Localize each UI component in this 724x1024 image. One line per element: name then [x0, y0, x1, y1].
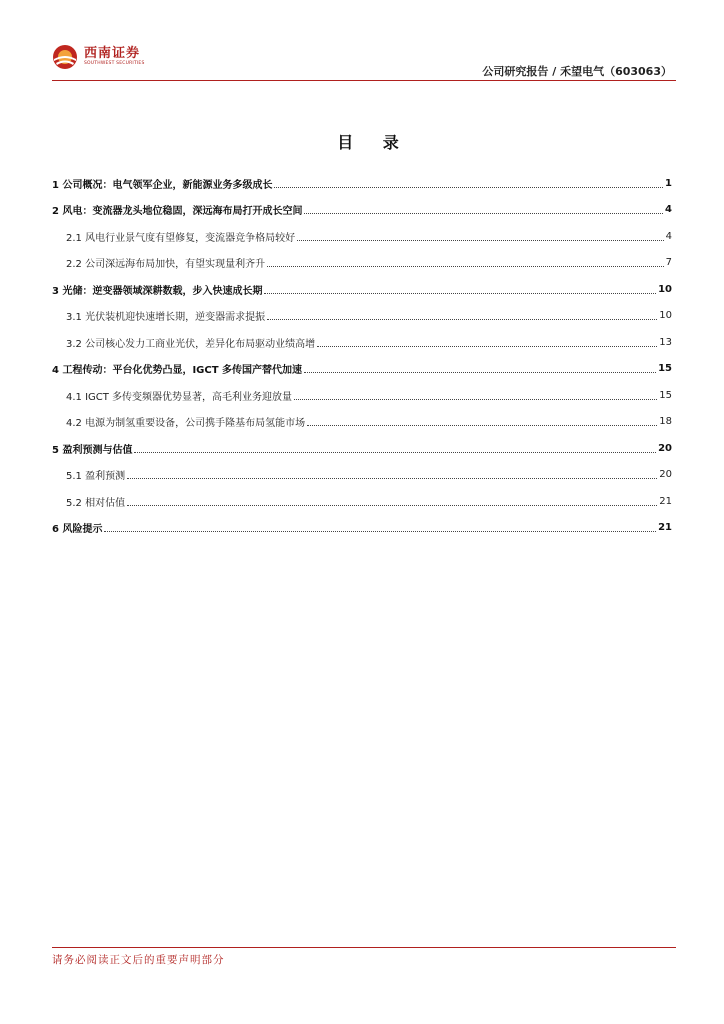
table-of-contents [52, 170, 672, 541]
toc-entry-page: 7 [665, 257, 672, 269]
toc-entry-label: 4.2 电源为制氢重要设备，公司携手隆基布局氢能市场 [66, 418, 306, 430]
toc-entry-page: 21 [659, 495, 672, 507]
toc-entry[interactable] [52, 329, 672, 356]
toc-dot-leader [267, 319, 657, 320]
toc-entry-page: 20 [658, 442, 672, 454]
toc-entry-page: 15 [659, 389, 672, 401]
toc-dot-leader [264, 293, 656, 294]
toc-entry[interactable] [52, 170, 672, 197]
toc-entry[interactable] [52, 488, 672, 515]
toc-entry-page: 20 [659, 469, 672, 481]
toc-entry[interactable] [52, 303, 672, 330]
toc-dot-leader [127, 505, 657, 506]
toc-entry-label: 6 风险提示 [52, 524, 103, 536]
toc-entry[interactable] [52, 250, 672, 277]
toc-entry[interactable] [52, 223, 672, 250]
header-divider [52, 80, 676, 81]
toc-entry-label: 5 盈利预测与估值 [52, 444, 133, 456]
toc-entry-label: 2 风电：变流器龙头地位稳固，深远海布局打开成长空间 [52, 206, 303, 218]
toc-entry[interactable] [52, 276, 672, 303]
toc-dot-leader [297, 240, 664, 241]
toc-entry-label: 4.1 IGCT 多传变频器优势显著，高毛利业务迎放量 [66, 391, 293, 403]
toc-entry-label: 1 公司概况：电气领军企业，新能源业务多级成长 [52, 179, 273, 191]
toc-entry-page: 4 [665, 230, 672, 242]
footer-divider [52, 947, 676, 948]
logo-chinese-name: 西南证券 [84, 46, 141, 61]
toc-entry-page: 13 [659, 336, 672, 348]
toc-entry[interactable] [52, 515, 672, 542]
toc-entry-page: 1 [665, 177, 672, 189]
toc-dot-leader [274, 187, 663, 188]
toc-entry[interactable] [52, 356, 672, 383]
toc-dot-leader [267, 266, 664, 267]
toc-entry-label: 3.2 公司核心发力工商业光伏，差异化布局驱动业绩高增 [66, 338, 316, 350]
toc-dot-leader [104, 531, 656, 532]
toc-entry-page: 18 [659, 416, 672, 428]
toc-dot-leader [307, 425, 657, 426]
toc-entry[interactable] [52, 382, 672, 409]
toc-entry-label: 3 光储：逆变器领域深耕数载，步入快速成长期 [52, 285, 263, 297]
logo-english-name: SOUTHWEST SECURITIES [84, 61, 145, 66]
toc-entry-label: 5.1 盈利预测 [66, 471, 126, 483]
report-title: 公司研究报告 / 禾望电气（603063） [482, 65, 672, 78]
toc-heading: 目 录 [337, 133, 411, 152]
toc-entry-page: 15 [658, 363, 672, 375]
page-header [0, 0, 724, 82]
toc-entry[interactable] [52, 462, 672, 489]
toc-entry-label: 2.1 风电行业景气度有望修复，变流器竞争格局较好 [66, 232, 296, 244]
toc-entry[interactable] [52, 409, 672, 436]
toc-entry-label: 5.2 相对估值 [66, 497, 126, 509]
toc-dot-leader [317, 346, 657, 347]
toc-dot-leader [304, 372, 656, 373]
company-logo [52, 44, 145, 70]
toc-entry-page: 21 [658, 522, 672, 534]
disclaimer-note: 请务必阅读正文后的重要声明部分 [52, 954, 225, 966]
logo-emblem-icon [52, 44, 78, 70]
toc-entry-label: 3.1 光伏装机迎快速增长期，逆变器需求提振 [66, 312, 266, 324]
toc-entry-page: 10 [658, 283, 672, 295]
toc-dot-leader [134, 452, 656, 453]
toc-entry-page: 4 [665, 204, 672, 216]
toc-dot-leader [294, 399, 657, 400]
toc-entry[interactable] [52, 197, 672, 224]
toc-entry-label: 4 工程传动：平台化优势凸显，IGCT 多传国产替代加速 [52, 365, 303, 377]
toc-entry[interactable] [52, 435, 672, 462]
toc-entry-page: 10 [659, 310, 672, 322]
toc-dot-leader [127, 478, 657, 479]
toc-entry-label: 2.2 公司深远海布局加快，有望实现量利齐升 [66, 259, 266, 271]
toc-dot-leader [304, 213, 663, 214]
